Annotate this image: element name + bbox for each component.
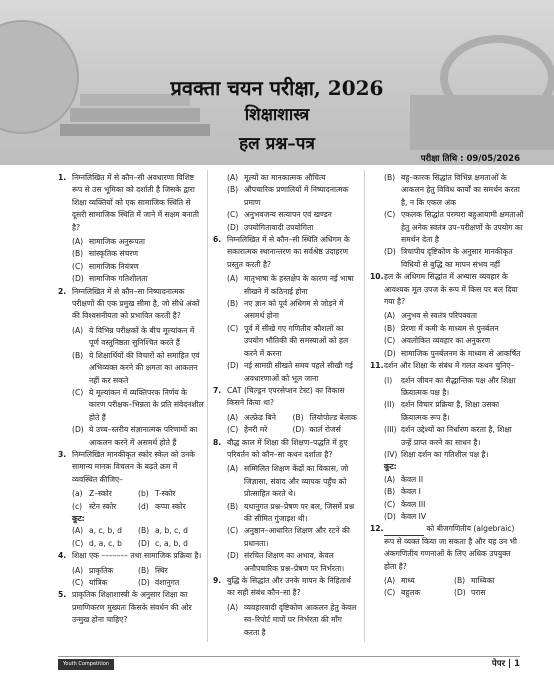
- question-text: प्राकृतिक शिक्षाशास्त्री के अनुसार शिक्षा का प्रमाणिकरण मुख्यतः किसके संवर्धन की ओर उन्मुख होना चाहिए?: [72, 590, 192, 625]
- column-2: [213, 172, 358, 639]
- question-5: 5. प्राकृतिक शिक्षाशास्त्री के अनुसार शिक्षा का प्रमाणिकरण मुख्यतः किसके संवर्धन की ओर उन्मुख होना चाहिए?: [58, 589, 204, 626]
- option: (C) अवलोकित व्यवहार का अनुकरण: [384, 336, 491, 346]
- option: (A) केवल II: [384, 474, 424, 484]
- page-footer: [0, 656, 554, 678]
- option: (D) संरचित शिक्षण का अभाव, केवल अनौपचारिक प्रश्न–प्रेषण पर निर्भरता।: [227, 551, 345, 573]
- question-6: 6. निम्नलिखित में से कौन–सी स्थिति अधिगम के सकारात्मक स्थानान्तरण का सर्वश्रेष्ठ उदाहरण प्रस्तुत करती है?: [213, 234, 358, 271]
- question-columns: [0, 172, 554, 650]
- question-2: 2. निम्नलिखित में से कौन–सा निष्पादनात्मक परीक्षणों की एक प्रमुख सीमा है, जो सीधे अंकों की विश्वसनीयता को प्रभावित करती है?: [58, 286, 204, 323]
- question-text: CAT (चिल्ड्रन एपरसेप्शन टेस्ट) का विकास किसने किया था?: [227, 385, 345, 408]
- statement: (I) दर्शन जीवन का सैद्धान्तिक पक्ष और शिक्षा क्रियात्मक पक्ष है।: [384, 375, 516, 397]
- code-label: कूट:: [72, 513, 85, 523]
- option: (B) ये शिक्षार्थियों की विचारों को समाहित एवं अभिव्यक्त करने की क्षमता का आकलन नहीं कर सकते: [72, 350, 200, 385]
- option: (A) व्यवहारवादी दृष्टिकोण आकलन हेतु केवल स्व–रिपोर्ट मापों पर निर्भरता की माँग करता है: [227, 602, 357, 637]
- option: (D) सामाजिक गतिशीलता: [72, 274, 148, 284]
- page-number: पेपर | 1: [491, 659, 520, 669]
- option: (C) ये मूल्यांकन में व्यक्तिपरक निर्णय के कारण परीक्षक–भिन्नता के प्रति संवेदनशील होते हैं: [72, 387, 204, 422]
- question-12: 12. को बीजगणितीय (algebraic) रूप से व्यक्त किया जा सकता है और यह उन भी अंकगणितीय गणनाओं के लिए अधिक उपयुक्त होता है?: [370, 524, 517, 571]
- question-text: शिक्षा एक ––––––– तथा सामाजिक प्रक्रिया है।: [72, 551, 202, 561]
- column-1: [58, 172, 204, 629]
- statement: (IV) शिक्षा दर्शन का गतिशील पक्ष है।: [384, 449, 489, 459]
- question-4: 4. शिक्षा एक ––––––– तथा सामाजिक प्रक्रिया है।: [58, 550, 204, 562]
- subject-title: शिक्षाशास्त्र: [244, 105, 310, 125]
- question-9: 9. बुद्धि के सिद्धांत और उनके मापन के निहितार्थ का सही संबंध कौन–सा है?: [213, 575, 358, 600]
- question-text: दर्शन और शिक्षा के संबंध में गलत कथन चुनिए–: [384, 361, 515, 371]
- option: (C) अनुष्ठान–आधारित शिक्षण और रटने की प्रधानता।: [227, 526, 350, 548]
- option: (D) उपयोगितावादी उपयोगिता: [227, 222, 314, 232]
- option: (C) केवल III: [384, 499, 426, 509]
- column-3: [370, 172, 524, 600]
- exam-title: प्रवक्ता चयन परीक्षा, 2026: [170, 76, 384, 100]
- statement: (III) दर्शन उद्देश्यों का निर्धारण करता है, शिक्षा उन्हें प्राप्त करने का साधन है।: [384, 425, 512, 447]
- exam-date-bar: [0, 152, 554, 166]
- question-text: बुद्धि के सिद्धांत और उनके मापन के निहितार्थ का सही संबंध कौन–सा है?: [227, 576, 351, 598]
- option: (A) ये विभिन्न परीक्षकों के बीच मूल्यांकन में पूर्ण वस्तुनिष्ठता सुनिश्चित करते हैं: [72, 325, 195, 348]
- option: (B) औपचारिक प्रणालियों में निष्पादनात्मक प्रमाण: [227, 185, 349, 207]
- option: (D) ये उच्च–स्तरीय संज्ञानात्मक परिणामों का आकलन करने में असमर्थ होते हैं: [72, 425, 198, 447]
- statement: (II) दर्शन विचार प्रक्रिया है, शिक्षा उसका क्रियात्मक रूप है।: [384, 400, 500, 422]
- question-text: निम्नलिखित में से कौन–सी अवधारणा विशिष्ट रूप से उस भूमिका को दर्शाती है जिसके द्वारा शिक्षा व्यक्तियों को एक सामाजिक स्थिति से दूसरी सामाजिक स्थिति में जाने में सक्षम बनाती है?: [72, 173, 199, 232]
- option: (D) सामाजिक पुनर्बलनम के माध्यम से आकर्षित: [384, 348, 521, 358]
- option: (D) केवल IV: [384, 511, 427, 521]
- question-text: बौद्ध काल में शिक्षा की शिक्षण–पद्धति में हुए परिवर्तन को कौन–सा कथन दर्शाता है?: [227, 437, 348, 459]
- option-grid: (A) प्राकृतिक (B) स्थिर (C) यांत्रिक (D) वंशानुगत: [72, 565, 180, 587]
- question-1: 1. निम्नलिखित में से कौन–सी अवधारणा विशिष्ट रूप से उस भूमिका को दर्शाती है जिसके द्वारा शिक्षा व्यक्तियों को एक सामाजिक स्थिति से दूसरी सामाजिक स्थिति में जाने में सक्षम बनाती है?: [58, 172, 204, 234]
- option: (C) पूर्व में सीखे गए गणितीय कौशलों का उपयोग भौतिकी की समस्याओं को हल करने में करना: [227, 323, 349, 358]
- option: (A) अनुभव से स्वतंत्र परिपक्वता: [384, 311, 478, 321]
- option: (A) सामाजिक अनुरूपता: [72, 237, 145, 247]
- header-banner: [0, 0, 554, 165]
- option-grid: (A) अल्फ्रेड बिने (B) लियोपोल्ड बेलाक (C) हेनरी मरे (D) कार्ल रोजर्स: [227, 412, 357, 435]
- question-text: हल के अधिगम सिद्धांत में अभ्यास व्यवहार के आवश्यक मूल उपज के रूप में किस पर बल दिया गया है?: [384, 272, 518, 307]
- option: (D) नई सामग्री सीखते समय पहले सीखी गई अवधारणाओं को भूल जाना: [227, 361, 353, 383]
- option-grid: (A) माध्य (B) माध्यिका (C) बहुलक (D) परास: [384, 576, 495, 598]
- option: (B) बहु–कारक सिद्धांत विभिन्न क्षमताओं के आकलन हेतु विविध कार्यों का समर्थन करता है, न कि एकल अंक: [384, 173, 520, 207]
- question-text: निम्नलिखित में से कौन–सी स्थिति अधिगम के सकारात्मक स्थानान्तरण का सर्वश्रेष्ठ उदाहरण प्रस्तुत करती है?: [227, 235, 350, 269]
- question-11: 11. दर्शन और शिक्षा के संबंध में गलत कथन चुनिए–: [370, 360, 524, 372]
- footer-rule: [58, 656, 520, 657]
- option: (C) अनुभवजन्य सत्यापन एवं खण्डन: [227, 210, 332, 220]
- question-text: को बीजगणितीय (algebraic) रूप से व्यक्त किया जा सकता है और यह उन भी अंकगणितीय गणनाओं के लिए अधिक उपयुक्त होता है?: [384, 524, 517, 571]
- question-8: 8. बौद्ध काल में शिक्षा की शिक्षण–पद्धति में हुए परिवर्तन को कौन–सा कथन दर्शाता है?: [213, 437, 358, 462]
- option: (B) सांस्कृतिक संचरण: [72, 249, 138, 259]
- option: (B) प्रेरणा में कमी के माध्यम से पुनर्बलन: [384, 323, 499, 333]
- option: (A) सम्मिलित शिक्षण केंद्रों का विकास, जो जिज्ञासा, संवाद और व्यापक पहुँच को प्रोत्साहित करते थे।: [227, 464, 349, 499]
- option: (B) यथानुगत प्रश्न–प्रेषण पर बल, जिसमें प्रश्न की सीमित गुंजाइश थी।: [227, 501, 355, 523]
- publisher-logo: Youth Competition Times: [58, 659, 114, 670]
- exam-date: परीक्षा तिथि : 09/05/2026: [420, 154, 520, 164]
- option: (D) त्रिचापीय दृष्टिकोण के अनुसार मानकीकृत विधियों से बुद्धि का मापन संभव नहीं: [384, 247, 513, 269]
- question-10: 10. हल के अधिगम सिद्धांत में अभ्यास व्यवहार के आवश्यक मूल उपज के रूप में किस पर बल दिया गया है?: [370, 271, 524, 308]
- statement-grid: (a) Z–स्कोर (b) T-स्कोर (c) स्टेन स्कोर (d) कप्पा स्कोर: [72, 489, 186, 511]
- paper-type: हल प्रश्न–पत्र: [239, 134, 315, 154]
- option: (A) मूल्यों का मानकात्मक औचित्य: [227, 173, 326, 182]
- option: (C) सामाजिक नियंत्रण: [72, 261, 139, 271]
- question-3: 3. निम्नलिखित मानकीकृत स्कोर स्केल को उनके सामान्य मानक विचलन के बढ़ते क्रम में व्यवस्थित कीजिए–: [58, 449, 204, 486]
- question-text: निम्नलिखित मानकीकृत स्कोर स्केल को उनके सामान्य मानक विचलन के बढ़ते क्रम में व्यवस्थित कीजिए–: [72, 449, 196, 484]
- option: (A) मातृभाषा के हस्तक्षेप के कारण नई भाषा सीखने में कठिनाई होना: [227, 274, 354, 296]
- option: (C) एकलक सिद्धांत परम्परा बहुआयामी क्षमताओं हेतु अनेक स्वतंत्र उप–परीक्षणों के उपयोग का समर्थन देता है: [384, 210, 524, 245]
- option-grid: (A) a, c, b, d (B) a, b, c, d (C) d, a, c, b (D) c, a, b, d: [72, 526, 188, 548]
- question-text: निम्नलिखित में से कौन–सा निष्पादनात्मक परीक्षणों की एक प्रमुख सीमा है, जो सीधे अंकों की विश्वसनीयता को प्रभावित करती है?: [72, 286, 200, 321]
- option: (B) केवल I: [384, 487, 421, 497]
- blank-line: [384, 527, 424, 536]
- question-7: 7. CAT (चिल्ड्रन एपरसेप्शन टेस्ट) का विकास किसने किया था?: [213, 385, 358, 410]
- option: (B) नए ज्ञान को पूर्व अधिगम से जोड़ने में असमर्थ होना: [227, 299, 344, 321]
- code-label: कूट:: [384, 462, 397, 472]
